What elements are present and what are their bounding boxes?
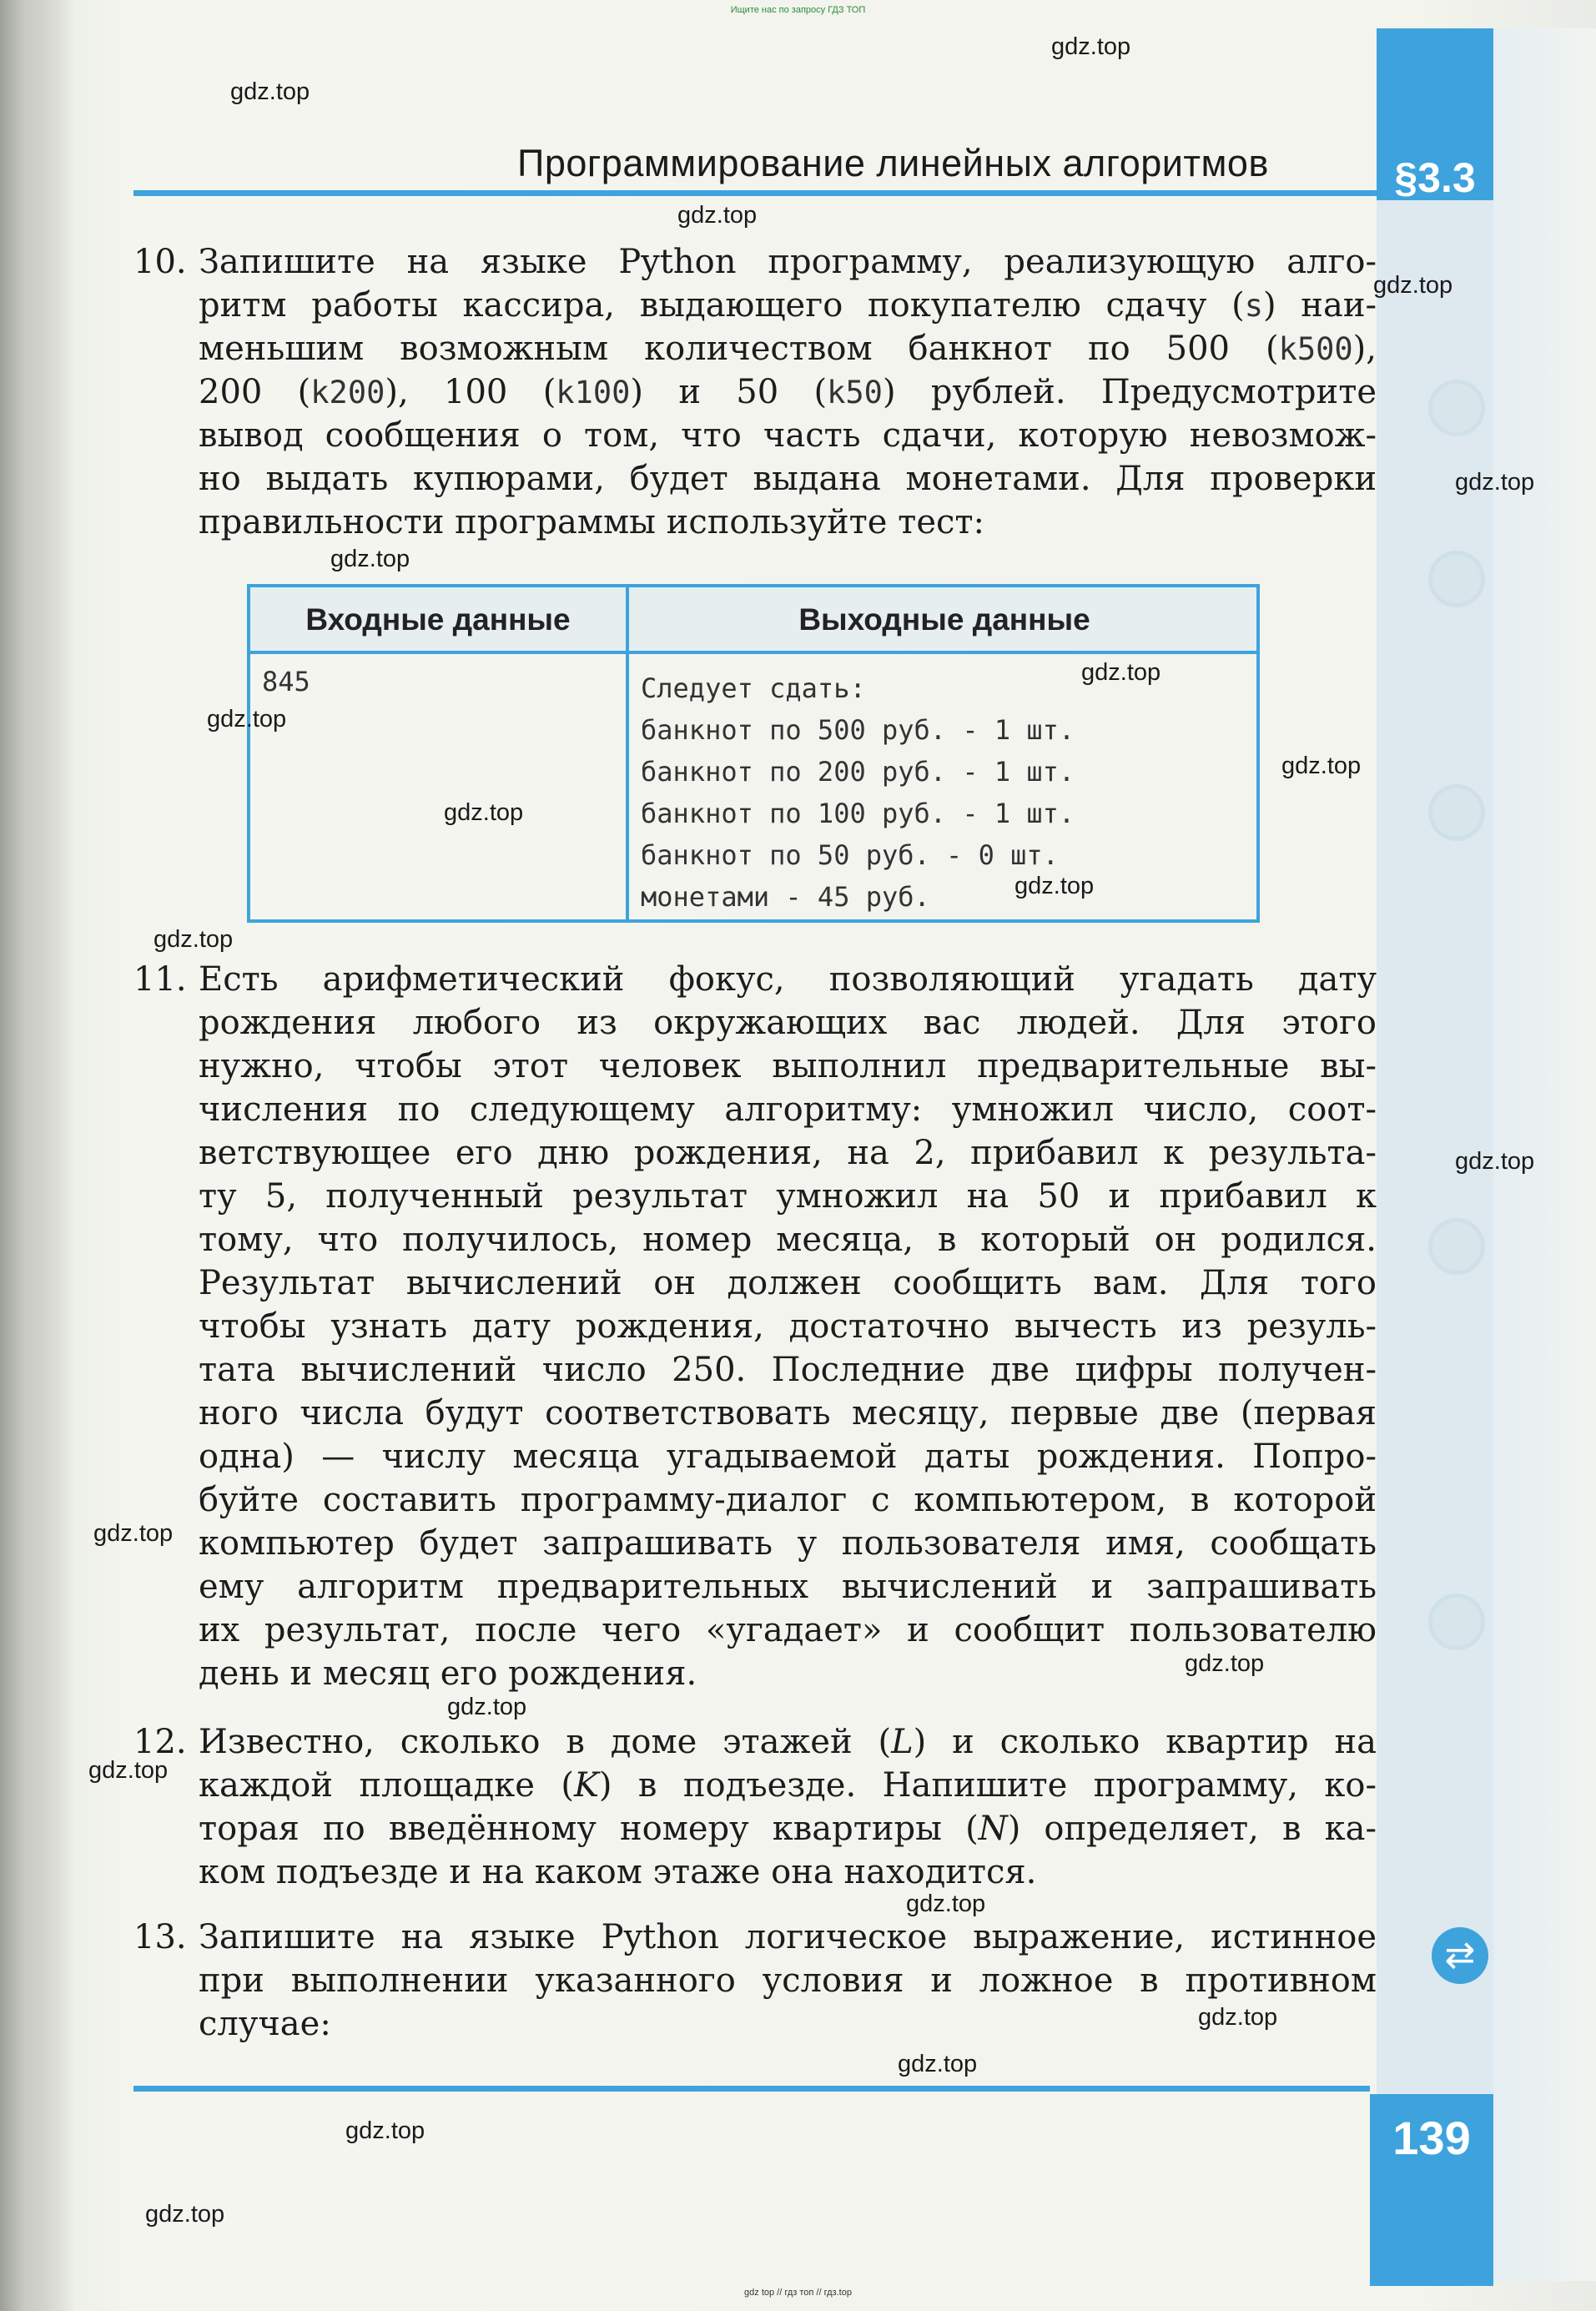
task-text: [199, 1720, 1377, 1894]
task-10: [133, 240, 1377, 544]
watermark: gdz.top: [1014, 873, 1095, 899]
faded-margin-icon: [1428, 380, 1485, 436]
text-line: ного числа будут соответствовать месяцу, первые две (первая: [199, 1394, 1377, 1432]
page-spine-shadow: [0, 0, 75, 2311]
watermark: gdz.top: [1198, 2004, 1278, 2031]
text-line: чтобы узнать дату рождения, достаточно вычесть из резуль-: [199, 1307, 1377, 1346]
task-13: [133, 1916, 1377, 2046]
page-number-tab: [1370, 2094, 1493, 2286]
text-line: одна) — числу месяца угадываемой даты рождения. Попро-: [199, 1437, 1377, 1476]
text-line: меньшим возможным количеством банкнот по 500 (k500),: [199, 330, 1377, 368]
text-line: ветствующее его дню рождения, на 2, прибавил к результа-: [199, 1134, 1377, 1172]
task-number: 12.: [133, 1723, 187, 1761]
page-number: 139: [1392, 2112, 1471, 2164]
text-line: Известно, сколько в доме этажей (L) и сколько квартир на: [199, 1723, 1377, 1761]
watermark: gdz.top: [1185, 1650, 1265, 1677]
task-11: [133, 958, 1377, 1695]
watermark: gdz.top: [230, 78, 310, 105]
text-line: правильности программы используйте тест:: [199, 503, 984, 541]
watermark: gdz.top: [93, 1520, 174, 1547]
text-line: тому, что получилось, номер месяца, в который он родился.: [199, 1221, 1377, 1259]
header-rule: [133, 190, 1377, 196]
task-number: 11.: [133, 960, 187, 999]
input-column-header: Входные данные: [305, 602, 571, 637]
watermark: gdz.top: [444, 799, 524, 826]
faded-margin-icon: [1428, 784, 1485, 841]
watermark: gdz.top: [1455, 469, 1535, 496]
test-table: [247, 584, 1260, 923]
watermark: gdz.top: [447, 1694, 527, 1720]
watermark: gdz.top: [1081, 659, 1161, 686]
output-line: монетами - 45 руб.: [641, 881, 930, 913]
swap-arrows-icon[interactable]: ⇄: [1432, 1927, 1488, 1984]
watermark: gdz.top: [345, 2117, 425, 2144]
text-line: рождения любого из окружающих вас людей. Для этого: [199, 1004, 1377, 1042]
watermark: gdz.top: [1455, 1148, 1535, 1175]
output-column-header: Выходные данные: [798, 602, 1090, 637]
faded-margin-icon: [1428, 1594, 1485, 1650]
text-line: Запишите на языке Python программу, реализующую алго-: [199, 243, 1377, 281]
output-line: банкнот по 200 руб. - 1 шт.: [641, 756, 1075, 788]
watermark: gdz.top: [677, 202, 758, 229]
text-line: 200 (k200), 100 (k100) и 50 (k50) рублей. Предусмотрите: [199, 373, 1377, 411]
page-title: Программирование линейных алгоритмов: [517, 142, 1269, 184]
output-line: банкнот по 100 руб. - 1 шт.: [641, 798, 1075, 829]
text-line: при выполнении указанного условия и ложное в противном: [199, 1961, 1377, 2000]
watermark: gdz.top: [88, 1757, 169, 1784]
faded-margin-icon: [1428, 551, 1485, 607]
text-line: Результат вычислений он должен сообщить вам. Для того: [199, 1264, 1377, 1302]
text-line: ему алгоритм предварительных вычислений и запрашивать: [199, 1568, 1377, 1606]
output-line: Следует сдать:: [641, 672, 866, 704]
task-number: 10.: [133, 243, 187, 281]
output-values: [641, 667, 1075, 918]
section-tab: [1377, 28, 1493, 200]
text-line: вывод сообщения о том, что часть сдачи, которую невозмож-: [199, 416, 1377, 455]
watermark: gdz.top: [154, 926, 234, 953]
watermark: gdz.top: [330, 546, 410, 572]
top-note: Ищите нас по запросу ГДЗ ТОП: [730, 5, 866, 15]
watermark: gdz.top: [145, 2201, 225, 2228]
watermark: gdz.top: [898, 2051, 978, 2077]
text-line: Запишите на языке Python логическое выражение, истинное: [199, 1918, 1377, 1956]
text-line: компьютер будет запрашивать у пользователя имя, сообщать: [199, 1524, 1377, 1563]
text-line: их результат, после чего «угадает» и сообщит пользователю: [199, 1611, 1377, 1649]
text-line: буйте составить программу-диалог с компьютером, в которой: [199, 1481, 1377, 1519]
text-line: но выдать купюрами, будет выдана монетами. Для проверки: [199, 460, 1377, 498]
input-value: 845: [262, 666, 310, 697]
watermark: gdz.top: [1051, 33, 1131, 60]
text-line: ритм работы кассира, выдающего покупателю сдачу (s) наи-: [199, 286, 1377, 325]
bottom-note: gdz top // гдз топ // гдз.top: [744, 2288, 852, 2298]
text-line: каждой площадке (K) в подъезде. Напишите программу, ко-: [199, 1766, 1377, 1805]
output-line: банкнот по 50 руб. - 0 шт.: [641, 839, 1059, 871]
text-line: случае:: [199, 2005, 331, 2043]
task-text: [199, 240, 1377, 544]
text-line: ту 5, полученный результат умножил на 50 и прибавил к: [199, 1177, 1377, 1216]
watermark: gdz.top: [207, 706, 287, 733]
text-line: нужно, чтобы этот человек выполнил предварительные вы-: [199, 1047, 1377, 1085]
task-12: [133, 1720, 1377, 1894]
task-text: [199, 958, 1377, 1695]
task-number: 13.: [133, 1918, 187, 1956]
output-line: банкнот по 500 руб. - 1 шт.: [641, 714, 1075, 746]
text-line: ком подъезде и на каком этаже она находится.: [199, 1853, 1037, 1891]
section-label: §3.3: [1394, 154, 1476, 201]
watermark: gdz.top: [1373, 272, 1453, 299]
text-line: торая по введённому номеру квартиры (N) определяет, в ка-: [199, 1810, 1377, 1848]
faded-margin-icon: [1428, 1218, 1485, 1275]
watermark: gdz.top: [906, 1891, 986, 1917]
footer-rule: [133, 2086, 1370, 2092]
text-line: день и месяц его рождения.: [199, 1654, 697, 1693]
text-line: тата вычислений число 250. Последние две цифры получен-: [199, 1351, 1377, 1389]
text-line: числения по следующему алгоритму: умножил число, соот-: [199, 1090, 1377, 1129]
watermark: gdz.top: [1281, 753, 1362, 779]
text-line: Есть арифметический фокус, позволяющий угадать дату: [199, 960, 1377, 999]
